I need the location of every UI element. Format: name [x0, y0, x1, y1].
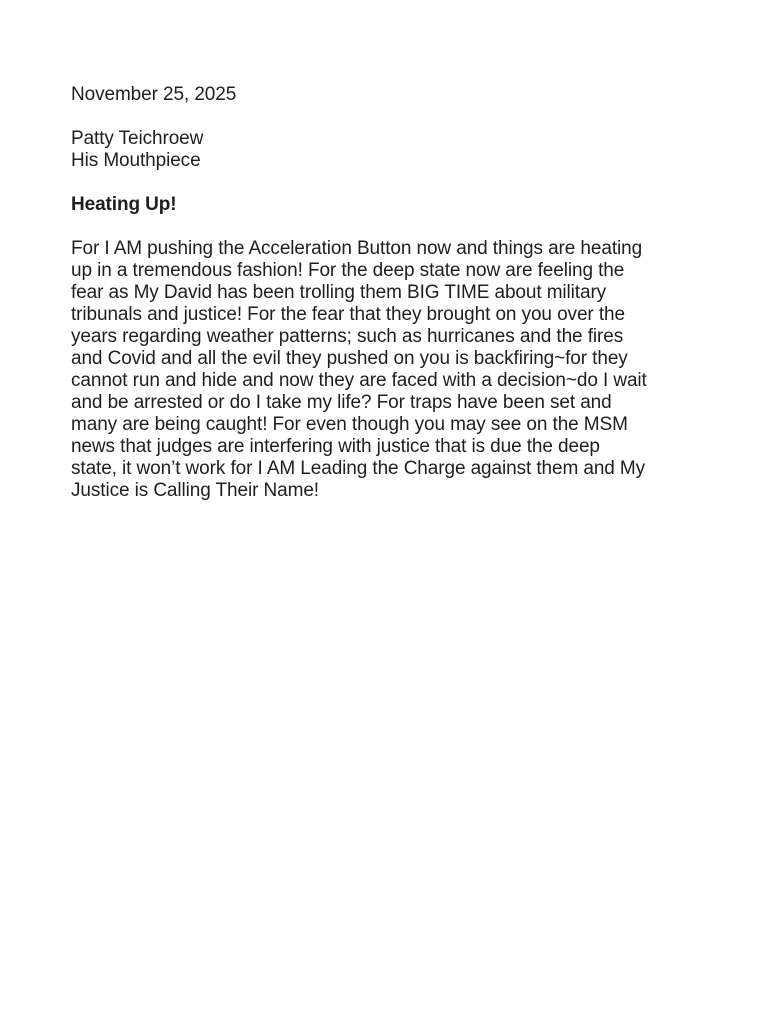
body-line: For I AM pushing the Acceleration Button now and things are heating — [71, 238, 643, 259]
body-line: fear as My David has been trolling them BIG TIME about military — [71, 282, 607, 303]
body-line: up in a tremendous fashion! For the deep state now are feeling the — [71, 260, 625, 281]
body-line: many are being caught! For even though you may see on the MSM — [71, 414, 628, 435]
author-block — [71, 128, 711, 172]
author-role: His Mouthpiece — [71, 150, 201, 171]
body-line: tribunals and justice! For the fear that they brought on you over the — [71, 304, 625, 325]
body-line: and be arrested or do I take my life? For traps have been set and — [71, 392, 612, 413]
body-line: cannot run and hide and now they are faced with a decision~do I wait — [71, 370, 647, 391]
body-line: news that judges are interfering with justice that is due the deep — [71, 436, 600, 457]
letter-date: November 25, 2025 — [71, 84, 237, 105]
letter-body — [71, 238, 711, 502]
body-line: years regarding weather patterns; such as hurricanes and the fires — [71, 326, 624, 347]
body-line: and Covid and all the evil they pushed on you is backfiring~for they — [71, 348, 628, 369]
letter-title: Heating Up! — [71, 194, 177, 215]
author-name: Patty Teichroew — [71, 128, 204, 149]
body-line: Justice is Calling Their Name! — [71, 480, 319, 501]
body-line: state, it won’t work for I AM Leading the Charge against them and My — [71, 458, 646, 479]
letter-content — [71, 84, 711, 502]
